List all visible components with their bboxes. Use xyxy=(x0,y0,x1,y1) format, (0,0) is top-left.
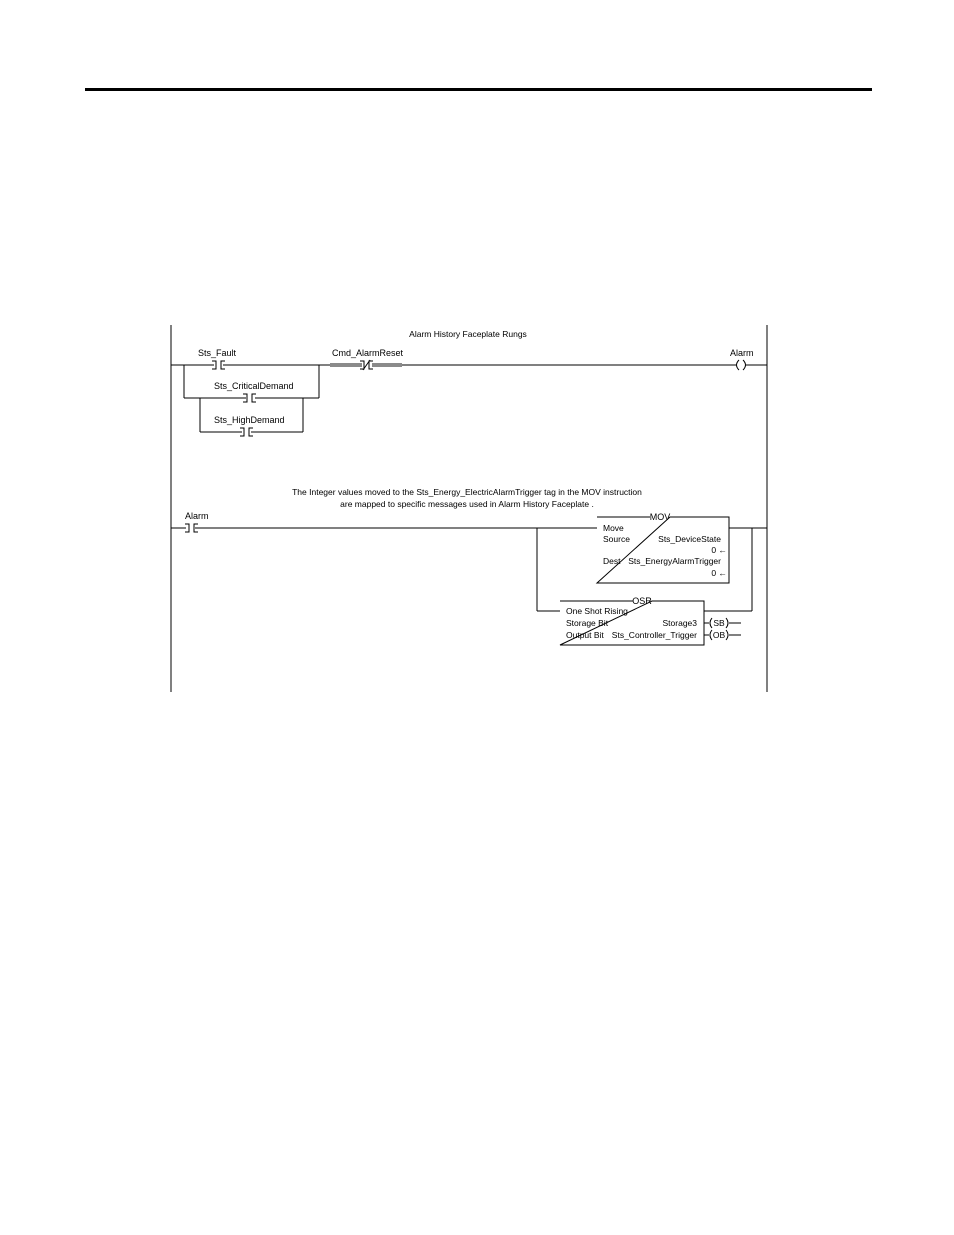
osr-output-label: Output Bit xyxy=(566,630,604,640)
rung0-comment: Alarm History Faceplate Rungs xyxy=(409,329,527,339)
osr-title: OSR xyxy=(632,596,652,606)
label-sts-high-demand: Sts_HighDemand xyxy=(214,415,285,425)
osr-description: One Shot Rising xyxy=(566,606,628,616)
label-sts-fault: Sts_Fault xyxy=(198,348,237,358)
label-alarm-coil: Alarm xyxy=(730,348,754,358)
mov-title: MOV xyxy=(649,512,671,522)
label-cmd-alarm-reset: Cmd_AlarmReset xyxy=(332,348,404,358)
mov-source-tag: Sts_DeviceState xyxy=(658,534,721,544)
osr-storage-label: Storage Bit xyxy=(566,618,609,628)
mov-source-value: 0 ← xyxy=(711,545,727,555)
osr-output-tag: Sts_Controller_Trigger xyxy=(611,630,697,640)
label-sts-critical-demand: Sts_CriticalDemand xyxy=(214,381,294,391)
rung1-comment-line1: The Integer values moved to the Sts_Energy_ElectricAlarmTrigger tag in the MOV instruction xyxy=(292,487,642,497)
mov-dest-label: Dest xyxy=(603,556,621,566)
osr-sb-pin: SB xyxy=(713,618,725,628)
contact-cmd-alarm-reset[interactable] xyxy=(330,360,402,370)
osr-ob-pin: OB xyxy=(712,630,726,640)
coil-alarm[interactable] xyxy=(737,360,746,370)
mov-description: Move xyxy=(603,523,624,533)
mov-dest-value: 0 ← xyxy=(711,568,727,578)
label-alarm-contact: Alarm xyxy=(185,511,209,521)
mov-dest-tag: Sts_EnergyAlarmTrigger xyxy=(628,556,721,566)
rung1-comment-line2: are mapped to specific messages used in Alarm History Faceplate . xyxy=(340,499,594,509)
mov-source-label: Source xyxy=(603,534,630,544)
osr-storage-tag: Storage3 xyxy=(662,618,697,628)
